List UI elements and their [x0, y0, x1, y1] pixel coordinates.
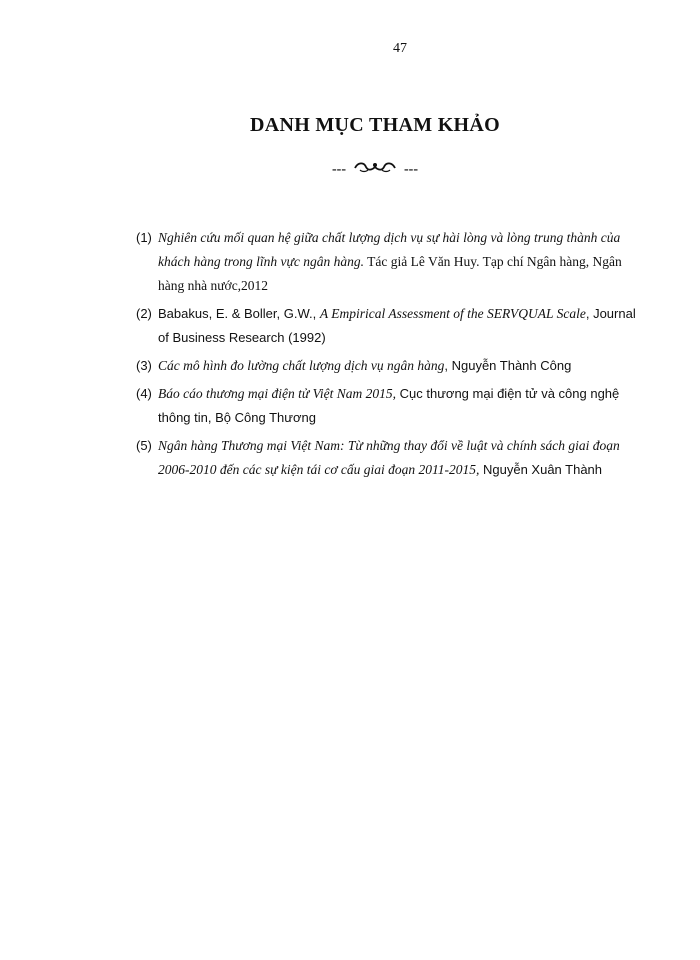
- reference-list: [136, 226, 636, 486]
- reference-item: [136, 302, 636, 350]
- reference-item: [136, 382, 636, 430]
- reference-number: (4): [136, 386, 152, 401]
- reference-detail: Cục thương mại điện tử và công nghệ thông tin, Bộ Công Thương: [158, 386, 620, 425]
- reference-detail: , Journal of Business Research (1992): [158, 306, 636, 345]
- reference-detail: Babakus, E. & Boller, G.W.,: [158, 306, 320, 321]
- reference-title: Báo cáo thương mại điện tử Việt Nam 2015,: [158, 386, 397, 401]
- reference-item: [136, 354, 636, 378]
- reference-detail: Tác giả Lê Văn Huy. Tạp chí Ngân hàng, Ngân hàng nhà nước,2012: [158, 254, 622, 293]
- title-ornament: [25, 160, 700, 179]
- reference-detail: Nguyễn Xuân Thành: [479, 462, 603, 477]
- reference-number: (5): [136, 438, 152, 453]
- page-number: 47: [393, 41, 407, 56]
- reference-item: [136, 226, 636, 298]
- reference-text: [158, 226, 636, 298]
- reference-title: A Empirical Assessment of the SERVQUAL Scale: [319, 306, 586, 321]
- reference-number: (3): [136, 358, 152, 373]
- ornament-right-dashes: ---: [404, 161, 418, 177]
- page-title: DANH MỤC THAM KHẢO: [249, 114, 501, 136]
- reference-title: Ngân hàng Thương mại Việt Nam: Từ những thay đổi về luật và chính sách giai đoạn 2006-2010 đến các sự kiện tái cơ cấu giai đoạn 2011-2015,: [158, 438, 620, 477]
- flourish-ornament-icon: [352, 160, 398, 179]
- reference-number: (2): [136, 306, 152, 321]
- reference-title: Các mô hình đo lường chất lượng dịch vụ ngân hàng: [158, 358, 445, 373]
- reference-text: [158, 302, 636, 350]
- reference-item: [136, 434, 636, 482]
- ornament-left-dashes: ---: [332, 161, 346, 177]
- reference-text: [158, 354, 636, 378]
- reference-text: [158, 382, 636, 430]
- reference-number: (1): [136, 230, 152, 245]
- reference-detail: , Nguyễn Thành Công: [444, 358, 572, 373]
- reference-title: Nghiên cứu mối quan hệ giữa chất lượng dịch vụ sự hài lòng và lòng trung thành của khách hàng trong lĩnh vực ngân hàng.: [158, 230, 621, 269]
- reference-text: [158, 434, 636, 482]
